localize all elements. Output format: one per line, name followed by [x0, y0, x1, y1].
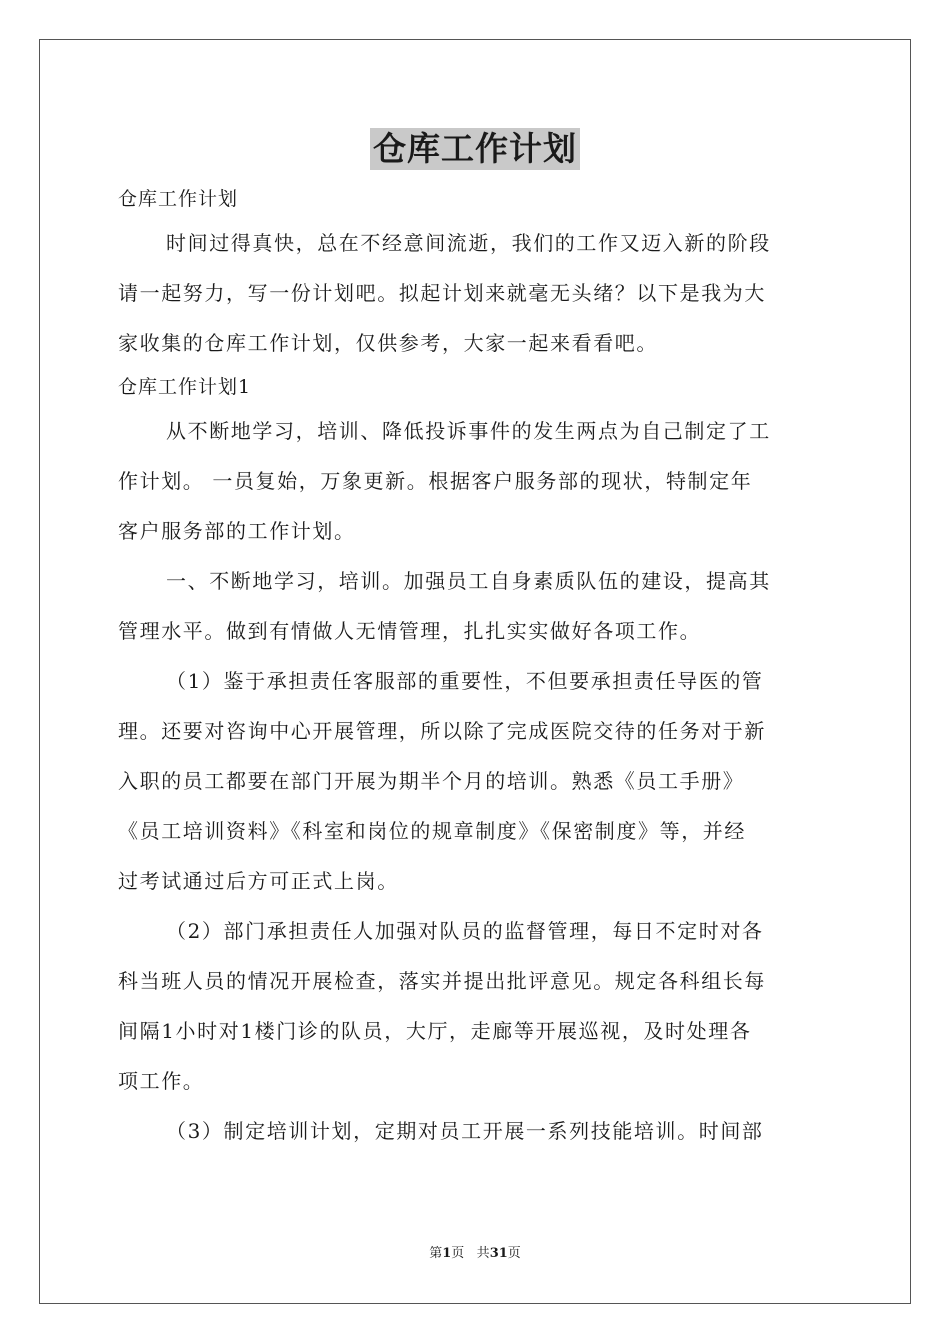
- text-line: 家收集的仓库工作计划，仅供参考，大家一起来看看吧。: [118, 331, 658, 355]
- text-line: 一、不断地学习，培训。加强员工自身素质队伍的建设，提高其: [166, 569, 771, 593]
- text-line: （2）部门承担责任人加强对队员的监督管理，每日不定时对各: [166, 919, 764, 943]
- text-line: 入职的员工都要在部门开展为期半个月的培训。熟悉《员工手册》: [118, 769, 745, 793]
- paragraph-5: [118, 1106, 834, 1156]
- page-footer: [0, 1245, 950, 1263]
- paragraph-2: [118, 556, 834, 656]
- text-line: 管理水平。做到有情做人无情管理，扎扎实实做好各项工作。: [118, 619, 702, 643]
- document-subtitle: 仓库工作计划: [118, 188, 239, 210]
- footer-total-suffix: 页: [507, 1246, 521, 1261]
- footer-prefix: 第: [429, 1246, 443, 1261]
- document-title: 仓库工作计划: [370, 128, 580, 170]
- paragraph-3: [118, 656, 834, 906]
- text-line: 作计划。 一员复始，万象更新。根据客户服务部的现状，特制定年: [118, 469, 753, 493]
- paragraph-4: [118, 906, 834, 1106]
- document-body: [118, 180, 834, 1156]
- footer-page-suffix: 页: [451, 1246, 465, 1261]
- intro-paragraph: [118, 218, 834, 368]
- text-line: （3）制定培训计划，定期对员工开展一系列技能培训。时间部: [166, 1119, 764, 1143]
- text-line: （1）鉴于承担责任客服部的重要性，不但要承担责任导医的管: [166, 669, 764, 693]
- text-line: 客户服务部的工作计划。: [118, 519, 356, 543]
- text-line: 从不断地学习，培训、降低投诉事件的发生两点为自己制定了工: [166, 419, 771, 443]
- total-page-count: 31: [489, 1246, 508, 1261]
- text-line: 科当班人员的情况开展检查，落实并提出批评意见。规定各科组长每: [118, 969, 766, 993]
- title-container: [0, 128, 950, 170]
- text-line: 理。还要对咨询中心开展管理，所以除了完成医院交待的任务对于新: [118, 719, 766, 743]
- text-line: 间隔1小时对1楼门诊的队员，大厅，走廊等开展巡视，及时处理各: [118, 1019, 752, 1043]
- text-line: 请一起努力，写一份计划吧。拟起计划来就毫无头绪？以下是我为大: [118, 281, 766, 305]
- footer-total-prefix: 共: [476, 1246, 490, 1261]
- text-line: 《员工培训资料》《科室和岗位的规章制度》《保密制度》等，并经: [118, 819, 746, 843]
- section-heading: 仓库工作计划1: [118, 376, 252, 398]
- text-line: 过考试通过后方可正式上岗。: [118, 869, 399, 893]
- text-line: 时间过得真快，总在不经意间流逝，我们的工作又迈入新的阶段: [166, 231, 771, 255]
- current-page-number: 1: [442, 1246, 452, 1261]
- text-line: 项工作。: [118, 1069, 205, 1093]
- paragraph-1: [118, 406, 834, 556]
